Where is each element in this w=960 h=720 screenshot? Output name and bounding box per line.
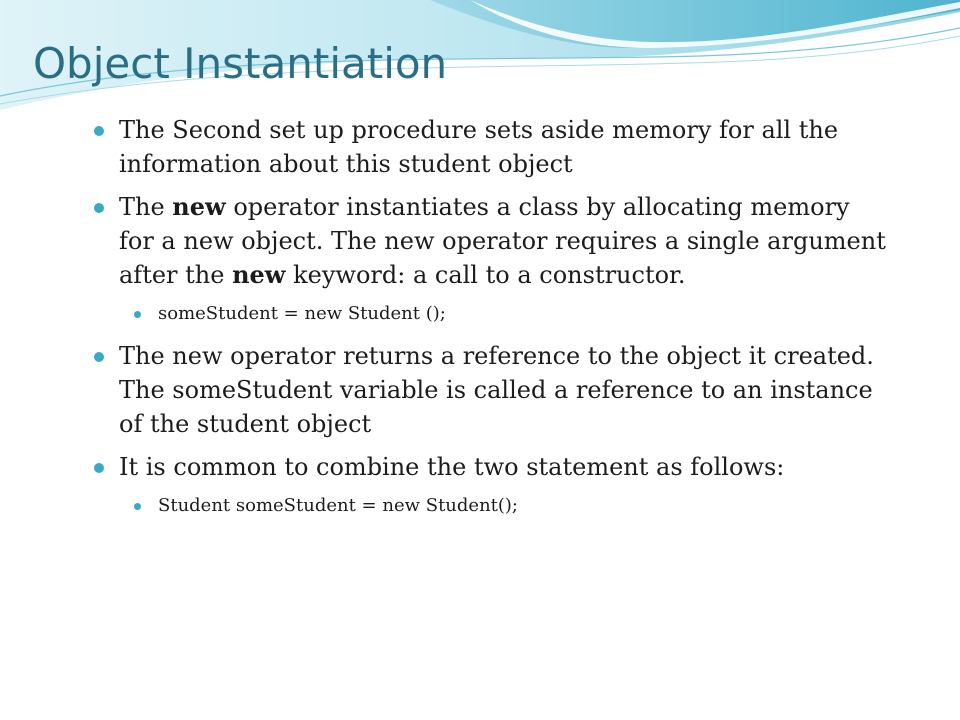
bullet-text-part: operator instantiates a class by allocating memory for a new object. The new operator requires a single argument after the — [119, 193, 886, 289]
sub-bullet-text: Student someStudent = new Student(); — [158, 495, 518, 516]
bullet-item — [0, 190, 960, 292]
bullet-text: It is common to combine the two statement as follows: — [119, 453, 785, 481]
sub-bullet-item — [0, 493, 960, 519]
bullet-text: The new operator returns a reference to the object it created. The someStudent variable is called a reference to an instance of the student object — [119, 342, 874, 438]
bullet-list — [0, 113, 960, 531]
bullet-text-part: keyword: a call to a constructor. — [285, 261, 686, 289]
sub-bullet-item — [0, 301, 960, 327]
slide-title: Object Instantiation — [33, 39, 448, 88]
bullet-item — [0, 450, 960, 484]
bullet-item — [0, 113, 960, 181]
sub-bullet-text: someStudent = new Student (); — [158, 303, 446, 324]
bullet-text: The Second set up procedure sets aside memory for all the information about this student object — [119, 116, 839, 178]
bullet-keyword-new: new — [172, 192, 226, 221]
bullet-item — [0, 339, 960, 441]
bullet-text-part: The — [119, 193, 173, 221]
bullet-keyword-new: new — [232, 260, 286, 289]
